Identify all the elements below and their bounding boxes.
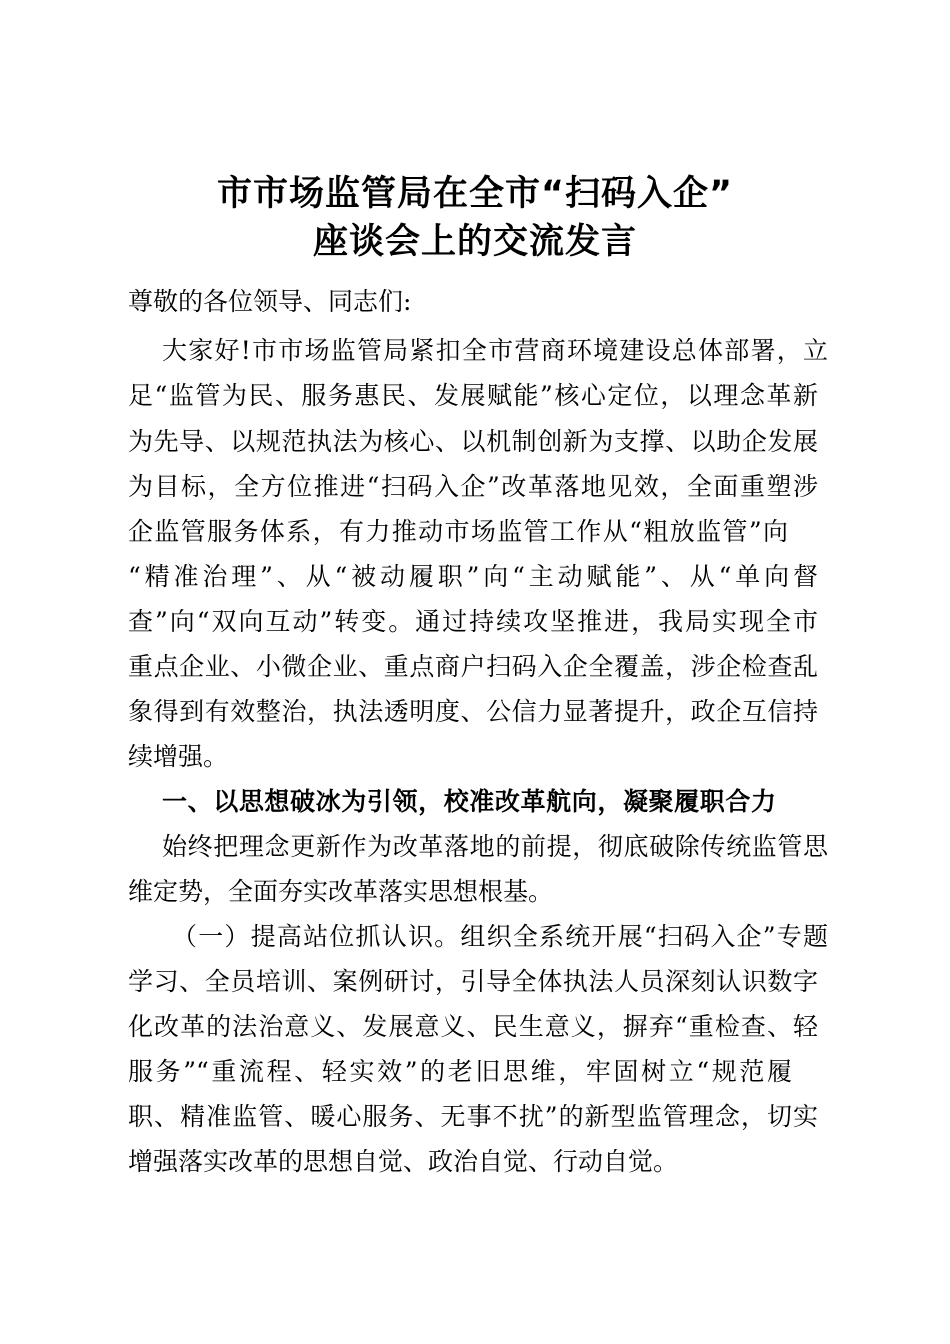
paragraph-line: 化改革的法治意义、发展意义、民生意义，摒弃“重检查、轻: [128, 1012, 818, 1041]
paragraph-line: 象得到有效整治，执法透明度、公信力显著提升，政企互信持: [128, 697, 818, 726]
paragraph-line: 续增强。: [128, 742, 229, 771]
paragraph-line: 足“监管为民、服务惠民、发展赋能”核心定位，以理念革新: [128, 381, 818, 410]
paragraph-line: 学习、全员培训、案例研讨，引导全体执法人员深刻认识数字: [128, 967, 818, 996]
paragraph-line: 职、精准监管、暖心服务、无事不扰”的新型监管理念，切实: [128, 1102, 818, 1131]
paragraph-line: 查”向“双向互动”转变。通过持续攻坚推进，我局实现全市: [128, 607, 818, 636]
paragraph-line: 增强落实改革的思想自觉、政治自觉、行动自觉。: [128, 1147, 679, 1176]
paragraph-line: 始终把理念更新作为改革落地的前提，彻底破除传统监管思: [162, 832, 828, 861]
paragraph-line: 服务”“重流程、轻实效”的老旧思维，牢固树立“规范履: [128, 1057, 793, 1086]
document-title-line-1: 市市场监管局在全市“扫码入企”: [216, 174, 733, 214]
paragraph-line: 为目标，全方位推进“扫码入企”改革落地见效，全面重塑涉: [128, 472, 818, 501]
section-heading: 一、以思想破冰为引领，校准改革航向，凝聚履职合力: [162, 787, 776, 816]
paragraph-line: 企监管服务体系，有力推动市场监管工作从“粗放监管”向: [128, 517, 788, 546]
salutation: 尊敬的各位领导、同志们:: [128, 287, 412, 316]
paragraph-line: 大家好!市市场监管局紧扣全市营商环境建设总体部署，立: [162, 336, 828, 365]
paragraph-line: “精准治理”、从“被动履职”向“主动赋能”、从“单向督: [128, 562, 818, 591]
paragraph-line: 维定势，全面夯实改革落实思想根基。: [128, 877, 554, 906]
paragraph-line: 重点企业、小微企业、重点商户扫码入企全覆盖，涉企检查乱: [128, 652, 818, 681]
document-title-line-2: 座谈会上的交流发言: [312, 222, 637, 262]
paragraph-line: （一）提高站位抓认识。组织全系统开展“扫码入企”专题: [172, 922, 828, 951]
paragraph-line: 为先导、以规范执法为核心、以机制创新为支撑、以助企发展: [128, 427, 818, 456]
